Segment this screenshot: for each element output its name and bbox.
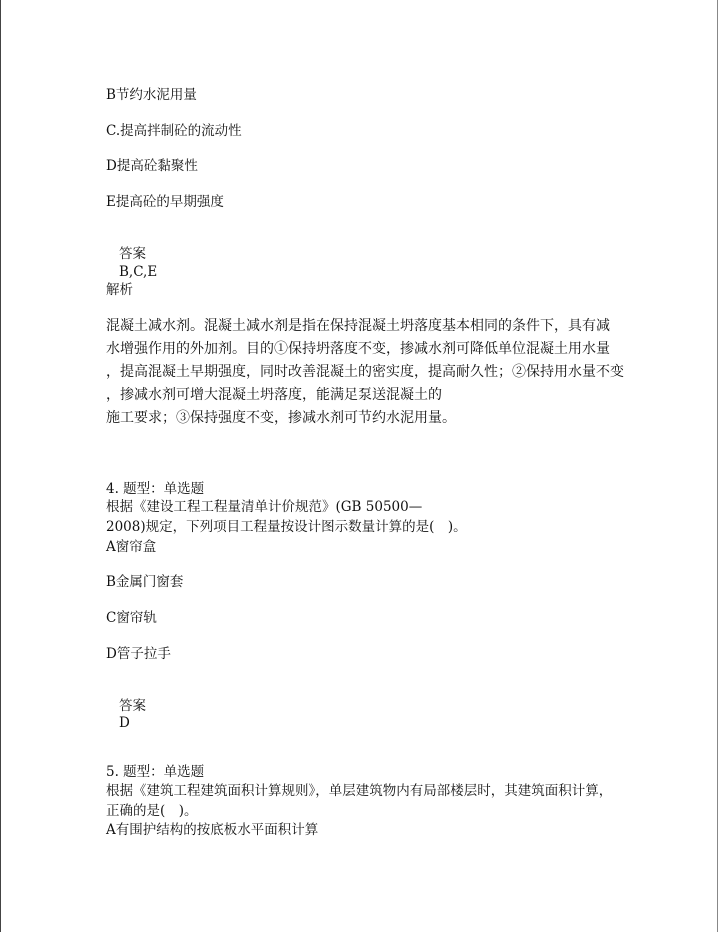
q3-answer-value: B,C,E (119, 264, 158, 280)
analysis-line: 施工要求；③保持强度不变，掺减水剂可节约水泥用量。 (106, 410, 456, 426)
q3-analysis-label: 解析 (106, 282, 133, 298)
q4-answer-label: 答案 (119, 698, 146, 714)
q3-option-b: B节约水泥用量 (106, 87, 197, 103)
q5-stem-line1: 根据《建筑工程建筑面积计算规则》，单层建筑物内有局部楼层时，其建筑面积计算， (106, 783, 613, 799)
q5-header: 5. 题型：单选题 (106, 764, 205, 780)
q4-option-b: B金属门窗套 (106, 574, 184, 590)
q3-option-e: E提高砼的早期强度 (106, 194, 224, 210)
q4-stem-line2: 2008)规定，下列项目工程量按设计图示数量计算的是( )。 (106, 519, 467, 535)
q3-analysis-text (106, 315, 624, 430)
q4-header: 4. 题型：单选题 (106, 481, 205, 497)
q3-option-c: C.提高拌制砼的流动性 (106, 123, 242, 139)
q3-answer-label: 答案 (119, 246, 146, 262)
page-border-right (717, 0, 718, 932)
analysis-line: 水增强作用的外加剂。目的①保持坍落度不变，掺减水剂可降低单位混凝土用水量 (106, 341, 610, 357)
q4-option-d: D管子拉手 (106, 646, 171, 662)
q4-option-a: A窗帘盒 (106, 539, 157, 555)
q4-option-c: C窗帘轨 (106, 610, 157, 626)
q5-stem-line2: 正确的是( )。 (106, 803, 198, 819)
analysis-line: ，提高混凝土早期强度，同时改善混凝土的密实度，提高耐久性；②保持用水量不变 (106, 364, 624, 380)
q4-answer-value: D (119, 715, 130, 731)
q5-option-a: A有围护结构的按底板水平面积计算 (106, 822, 319, 838)
analysis-line: 混凝土减水剂。混凝土减水剂是指在保持混凝土坍落度基本相同的条件下，具有减 (106, 318, 610, 334)
page-border-left (0, 0, 1, 932)
q4-stem-line1: 根据《建设工程工程量清单计价规范》(GB 50500— (106, 499, 423, 515)
analysis-line: ，掺减水剂可增大混凝土坍落度，能满足泵送混凝土的 (106, 387, 442, 403)
q3-option-d: D提高砼黏聚性 (106, 158, 198, 174)
